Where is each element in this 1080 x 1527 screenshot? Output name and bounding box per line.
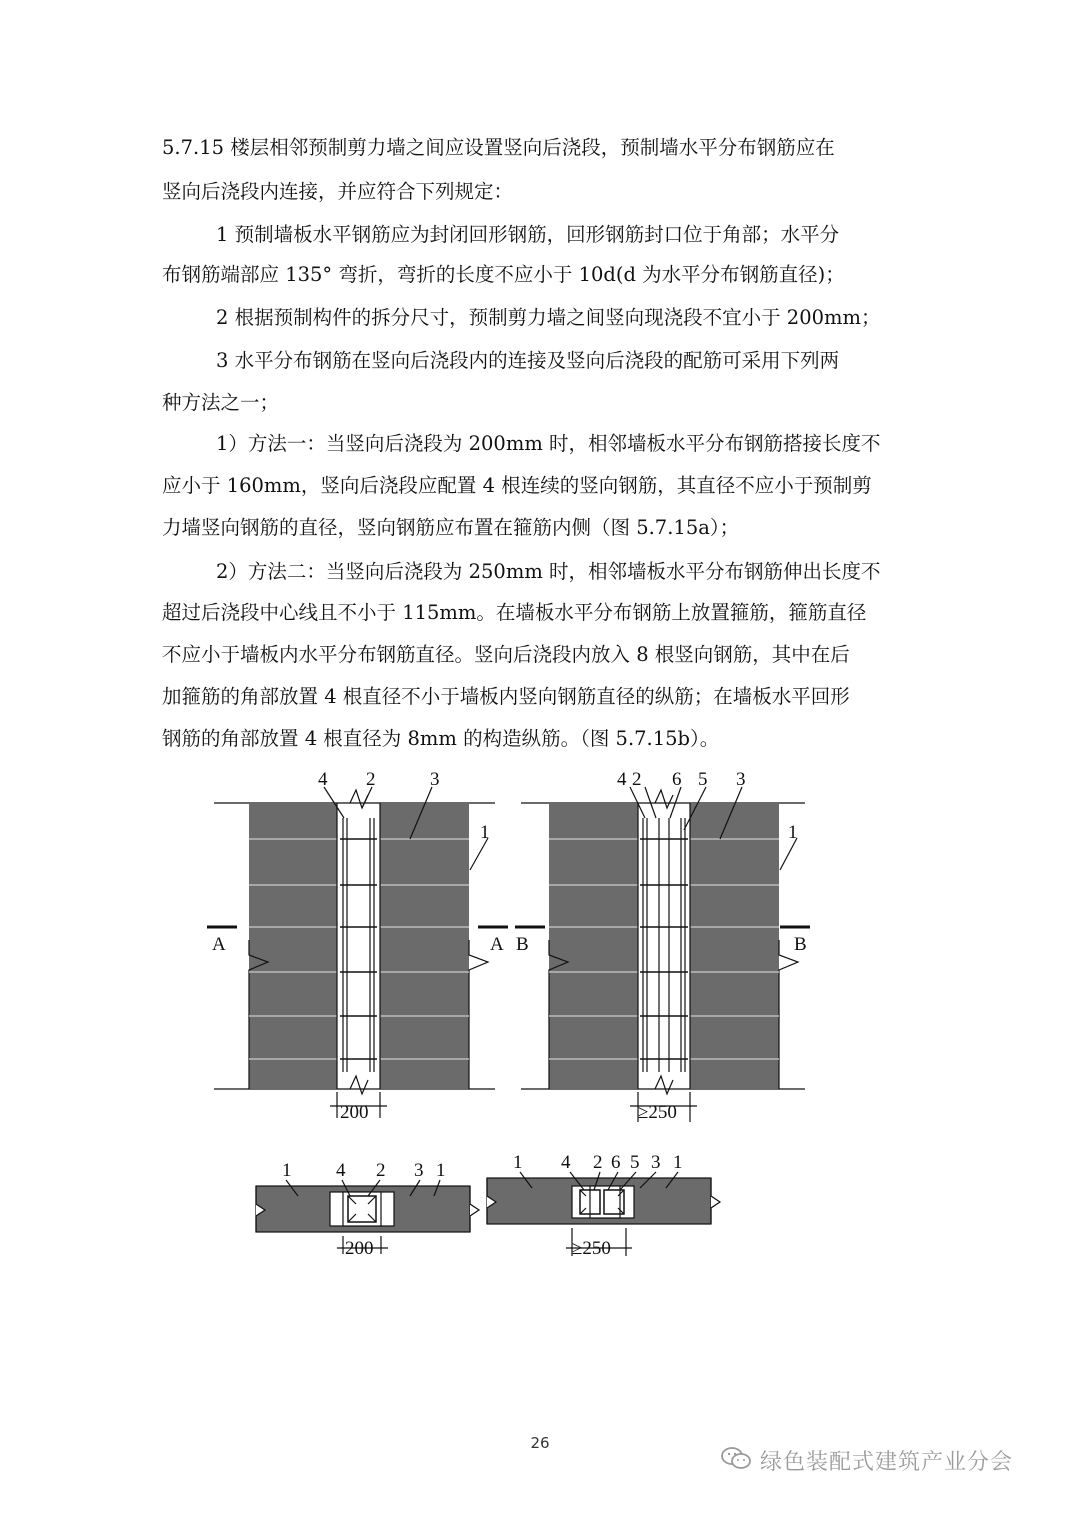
text-line: 加箍筋的角部放置 4 根直径不小于墙板内竖向钢筋直径的纵筋；在墙板水平回形 (162, 685, 850, 708)
label-5: 5 (698, 769, 708, 790)
text-line: 1 预制墙板水平钢筋应为封闭回形钢筋，回形钢筋封口位于角部；水平分 (216, 223, 840, 246)
label-2: 2 (632, 769, 642, 790)
section-label-left: B (516, 934, 529, 955)
text-line: 种方法之一； (162, 391, 280, 414)
text-line: 超过后浇段中心线且不小于 115mm。在墙板水平分布钢筋上放置箍筋，箍筋直径 (162, 601, 867, 624)
text-line: 1）方法一：当竖向后浇段为 200mm 时，相邻墙板水平分布钢筋搭接长度不 (216, 432, 881, 455)
text-line: 应小于 160mm，竖向后浇段应配置 4 根连续的竖向钢筋，其直径不应小于预制剪 (162, 474, 872, 497)
label-6: 6 (672, 769, 682, 790)
watermark (720, 1440, 1060, 1480)
label-4: 4 (617, 769, 627, 790)
text-line: 2）方法二：当竖向后浇段为 250mm 时，相邻墙板水平分布钢筋伸出长度不 (216, 560, 881, 583)
section-label-left: A (212, 934, 226, 955)
text-line: 布钢筋端部应 135° 弯折，弯折的长度不应小于 10d(d 为水平分布钢筋直径)； (162, 263, 845, 286)
text-line: 2 根据预制构件的拆分尺寸，预制剪力墙之间竖向现浇段不宜小于 200mm； (216, 306, 881, 329)
text-line: 竖向后浇段内连接，并应符合下列规定： (162, 180, 514, 203)
plan-label-1: 1 (282, 1160, 292, 1181)
label-2: 2 (366, 769, 376, 790)
plan-label-3: 3 (651, 1152, 661, 1173)
section-label-right: A (490, 934, 504, 955)
plan-dimension: ≥250 (572, 1238, 611, 1259)
plan-label-4: 4 (561, 1152, 571, 1173)
text-line: 力墙竖向钢筋的直径，竖向钢筋应布置在箍筋内侧（图 5.7.15a）； (162, 516, 740, 539)
section-label-right: B (794, 934, 807, 955)
page-number: 26 (530, 1434, 550, 1452)
plan-label-1: 1 (673, 1152, 683, 1173)
label-3: 3 (736, 769, 746, 790)
label-4: 4 (318, 769, 328, 790)
plan-label-4: 4 (336, 1160, 346, 1181)
text-line: 钢筋的角部放置 4 根直径为 8mm 的构造纵筋。（图 5.7.15b）。 (162, 727, 720, 750)
label-3: 3 (430, 769, 440, 790)
plan-label-3: 3 (414, 1160, 424, 1181)
plan-label-1: 1 (513, 1152, 523, 1173)
plan-dimension: 200 (345, 1238, 374, 1259)
plan-label-1: 1 (436, 1160, 446, 1181)
dimension-label: 200 (340, 1102, 369, 1123)
plan-label-5: 5 (630, 1152, 640, 1173)
watermark-text: 绿色装配式建筑产业分会 (760, 1449, 1014, 1475)
plan-label-2: 2 (376, 1160, 386, 1181)
label-1: 1 (788, 822, 798, 843)
text-line: 5.7.15 楼层相邻预制剪力墙之间应设置竖向后浇段，预制墙水平分布钢筋应在 (162, 136, 835, 159)
plan-label-2: 2 (593, 1152, 603, 1173)
label-1: 1 (480, 822, 490, 843)
text-line: 3 水平分布钢筋在竖向后浇段内的连接及竖向后浇段的配筋可采用下列两 (216, 349, 840, 372)
text-line: 不应小于墙板内水平分布钢筋直径。竖向后浇段内放入 8 根竖向钢筋，其中在后 (162, 643, 850, 666)
wechat-icon (720, 1445, 752, 1475)
plan-label-6: 6 (611, 1152, 621, 1173)
dimension-label: ≥250 (638, 1102, 677, 1123)
